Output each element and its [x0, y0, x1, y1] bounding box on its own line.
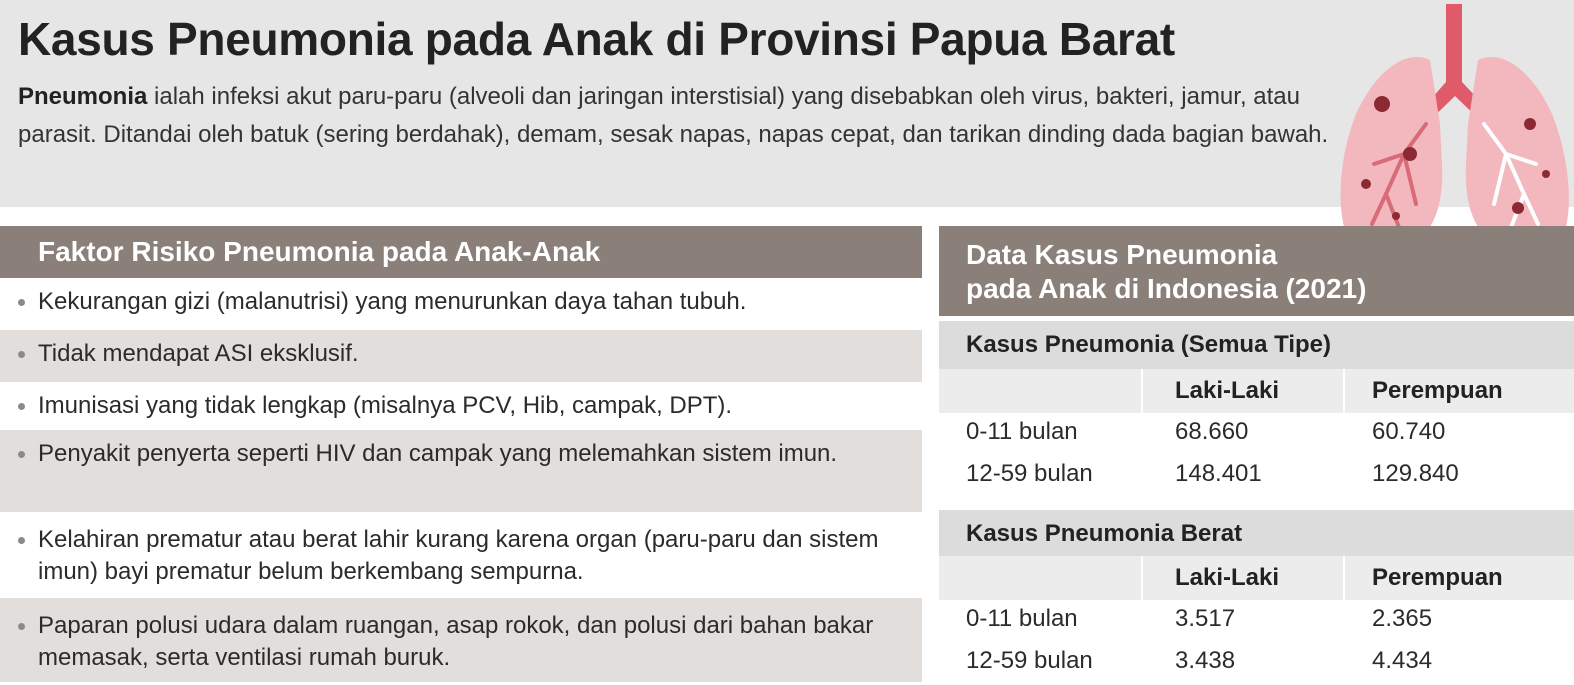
table-all-types-title: Kasus Pneumonia (Semua Tipe): [939, 321, 1574, 369]
list-item: Kekurangan gizi (malanutrisi) yang menurunkan daya tahan tubuh.: [0, 278, 922, 330]
bullet-icon: [18, 623, 25, 630]
intro-definition: ialah infeksi akut paru-paru (alveoli dan jaringan interstisial) yang disebabkan oleh virus, bakteri, jamur, atau parasit. Ditandai oleh batuk (sering berdahak), demam, sesak napas, napas cepat, dan tarikan dinding dada bagian bawah.: [18, 83, 1329, 148]
column-header-male: Laki-Laki: [1175, 377, 1280, 404]
bullet-icon: [18, 299, 25, 306]
risk-factors-heading: Faktor Risiko Pneumonia pada Anak-Anak: [0, 226, 922, 278]
table-row: 0-11 bulan 3.517 2.365: [966, 605, 1433, 632]
intro-text: [18, 78, 1338, 154]
bullet-icon: [18, 403, 25, 410]
table-all-types-header: [939, 369, 1574, 413]
column-header-female: Perempuan: [1372, 377, 1503, 404]
list-item: Paparan polusi udara dalam ruangan, asap rokok, dan polusi dari bahan bakar memasak, serta ventilasi rumah buruk.: [0, 598, 922, 682]
page-title: Kasus Pneumonia pada Anak di Provinsi Papua Barat: [18, 13, 1175, 65]
bullet-icon: [18, 537, 25, 544]
list-item: Kelahiran prematur atau berat lahir kurang karena organ (paru-paru dan sistem imun) bayi prematur belum berkembang sempurna.: [0, 512, 922, 598]
column-header-female: Perempuan: [1372, 564, 1503, 591]
column-header-male: Laki-Laki: [1175, 564, 1280, 591]
intro-term: Pneumonia: [18, 83, 148, 110]
data-heading: Data Kasus Pneumonia pada Anak di Indonesia (2021): [939, 226, 1574, 316]
bullet-icon: [18, 451, 25, 458]
lungs-icon: [1334, 4, 1574, 262]
risk-factors-list: [0, 278, 922, 682]
table-row: 0-11 bulan 68.660 60.740: [966, 418, 1446, 445]
table-severe-title: Kasus Pneumonia Berat: [939, 510, 1574, 558]
table-row: 12-59 bulan 148.401 129.840: [966, 460, 1459, 487]
bullet-icon: [18, 351, 25, 358]
table-row: 12-59 bulan 3.438 4.434: [966, 647, 1433, 674]
list-item: Imunisasi yang tidak lengkap (misalnya PCV, Hib, campak, DPT).: [0, 382, 922, 430]
table-severe-header: [939, 556, 1574, 600]
list-item: Tidak mendapat ASI eksklusif.: [0, 330, 922, 382]
list-item: Penyakit penyerta seperti HIV dan campak yang melemahkan sistem imun.: [0, 430, 922, 512]
